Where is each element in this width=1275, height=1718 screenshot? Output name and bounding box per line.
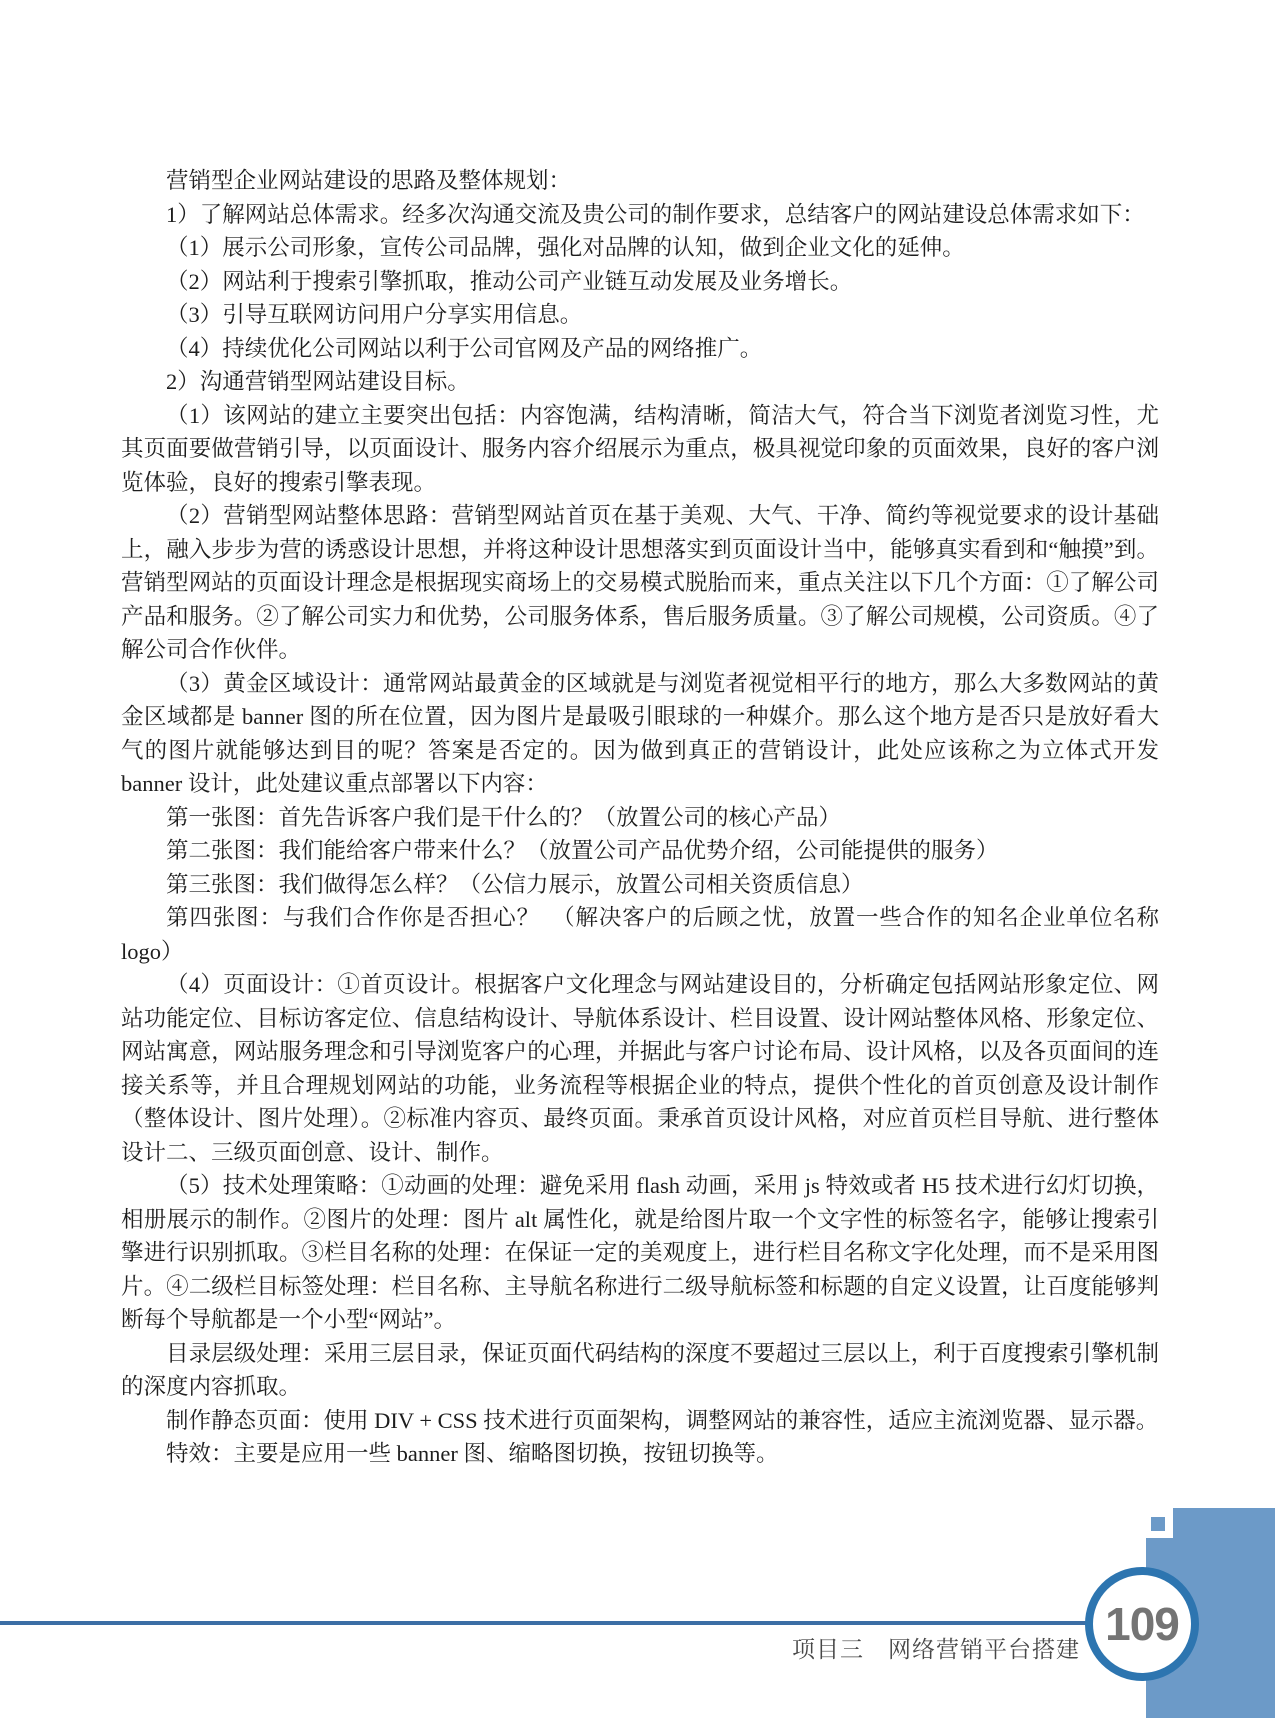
- paragraph: 制作静态页面：使用 DIV + CSS 技术进行页面架构，调整网站的兼容性，适应主流浏览器、显示器。: [166, 1407, 1159, 1433]
- paragraph: （4）页面设计：①首页设计。根据客户文化理念与网站建设目的，分析确定包括网站形象定位、网站功能定位、目标访客定位、信息结构设计、导航体系设计、栏目设置、设计网站整体风格、形象定位、网站寓意，网站服务理念和引导浏览客户的心理，并据此与客户讨论布局、设计风格，以及各页面间的连接关系等，并且合理规划网站的功能，业务流程等根据企业的特点，提供个性化的首页创意及设计制作（整体设计、图片处理）。②标准内容页、最终页面。秉承首页设计风格，对应首页栏目导航、进行整体设计二、三级页面创意、设计、制作。: [121, 972, 1159, 1165]
- paragraph: （5）技术处理策略：①动画的处理：避免采用 flash 动画，采用 js 特效或者 H5 技术进行幻灯切换，相册展示的制作。②图片的处理：图片 alt 属性化，就是给图片取一个文字性的标签名字，能够让搜索引擎进行识别抓取。③栏目名称的处理：在保证一定的美观度上，进行栏目名称文字化处理，而不是采用图片。④二级栏目标签处理：栏目名称、主导航名称进行二级导航标签和标题的自定义设置，让百度能够判断每个导航都是一个小型“网站”。: [121, 1173, 1159, 1332]
- paragraph: 第一张图：首先告诉客户我们是干什么的？（放置公司的核心产品）: [166, 804, 842, 830]
- footer-rule: [0, 1621, 1090, 1625]
- body-text: [121, 164, 1159, 1471]
- paragraph: （2）营销型网站整体思路：营销型网站首页在基于美观、大气、干净、简约等视觉要求的设计基础上，融入步步为营的诱惑设计思想，并将这种设计思想落实到页面设计当中，能够真实看到和“触摸”到。营销型网站的页面设计理念是根据现实商场上的交易模式脱胎而来，重点关注以下几个方面：①了解公司产品和服务。②了解公司实力和优势，公司服务体系，售后服务质量。③了解公司规模，公司资质。④了解公司合作伙伴。: [121, 503, 1159, 662]
- paragraph: 第二张图：我们能给客户带来什么？（放置公司产品优势介绍，公司能提供的服务）: [166, 838, 999, 863]
- paragraph: （4）持续优化公司网站以利于公司官网及产品的网络推广。: [166, 335, 763, 361]
- paragraph: 第三张图：我们做得怎么样？（公信力展示，放置公司相关资质信息）: [166, 871, 864, 897]
- paragraph: 2）沟通营销型网站建设目标。: [166, 369, 470, 394]
- decor-square: [1151, 1517, 1165, 1531]
- paragraph: （3）引导互联网访问用户分享实用信息。: [166, 302, 583, 327]
- paragraph: （1）展示公司形象，宣传公司品牌，强化对品牌的认知，做到企业文化的延伸。: [166, 235, 965, 260]
- paragraph: 目录层级处理：采用三层目录，保证页面代码结构的深度不要超过三层以上，利于百度搜索引擎机制的深度内容抓取。: [121, 1340, 1159, 1399]
- paragraph: 特效：主要是应用一些 banner 图、缩略图切换，按钮切换等。: [166, 1441, 779, 1466]
- paragraph: 营销型企业网站建设的思路及整体规划：: [166, 168, 572, 193]
- page-number: 109: [1105, 1598, 1179, 1650]
- paragraph: （2）网站利于搜索引擎抓取，推动公司产业链互动发展及业务增长。: [166, 268, 853, 294]
- footer-chapter-label: 项目三 网络营销平台搭建: [792, 1636, 1080, 1662]
- paragraph: 1）了解网站总体需求。经多次沟通交流及贵公司的制作要求，总结客户的网站建设总体需求如下：: [166, 201, 1145, 227]
- paragraph: （1）该网站的建立主要突出包括：内容饱满，结构清晰，简洁大气，符合当下浏览者浏览习性，尤其页面要做营销引导，以页面设计、服务内容介绍展示为重点，极具视觉印象的页面效果，良好的客户浏览体验，良好的搜索引擎表现。: [121, 402, 1159, 495]
- paragraph: 第四张图：与我们合作你是否担心？ （解决客户的后顾之忧，放置一些合作的知名企业单位名称logo）: [121, 905, 1159, 964]
- paragraph: （3）黄金区域设计：通常网站最黄金的区域就是与浏览者视觉相平行的地方，那么大多数网站的黄金区域都是 banner 图的所在位置，因为图片是最吸引眼球的一种媒介。那么这个地方是否只是放好看大气的图片就能够达到目的呢？答案是否定的。因为做到真正的营销设计，此处应该称之为立体式开发 banner 设计，此处建议重点部署以下内容：: [121, 670, 1159, 796]
- page-number-badge: [1085, 1567, 1199, 1681]
